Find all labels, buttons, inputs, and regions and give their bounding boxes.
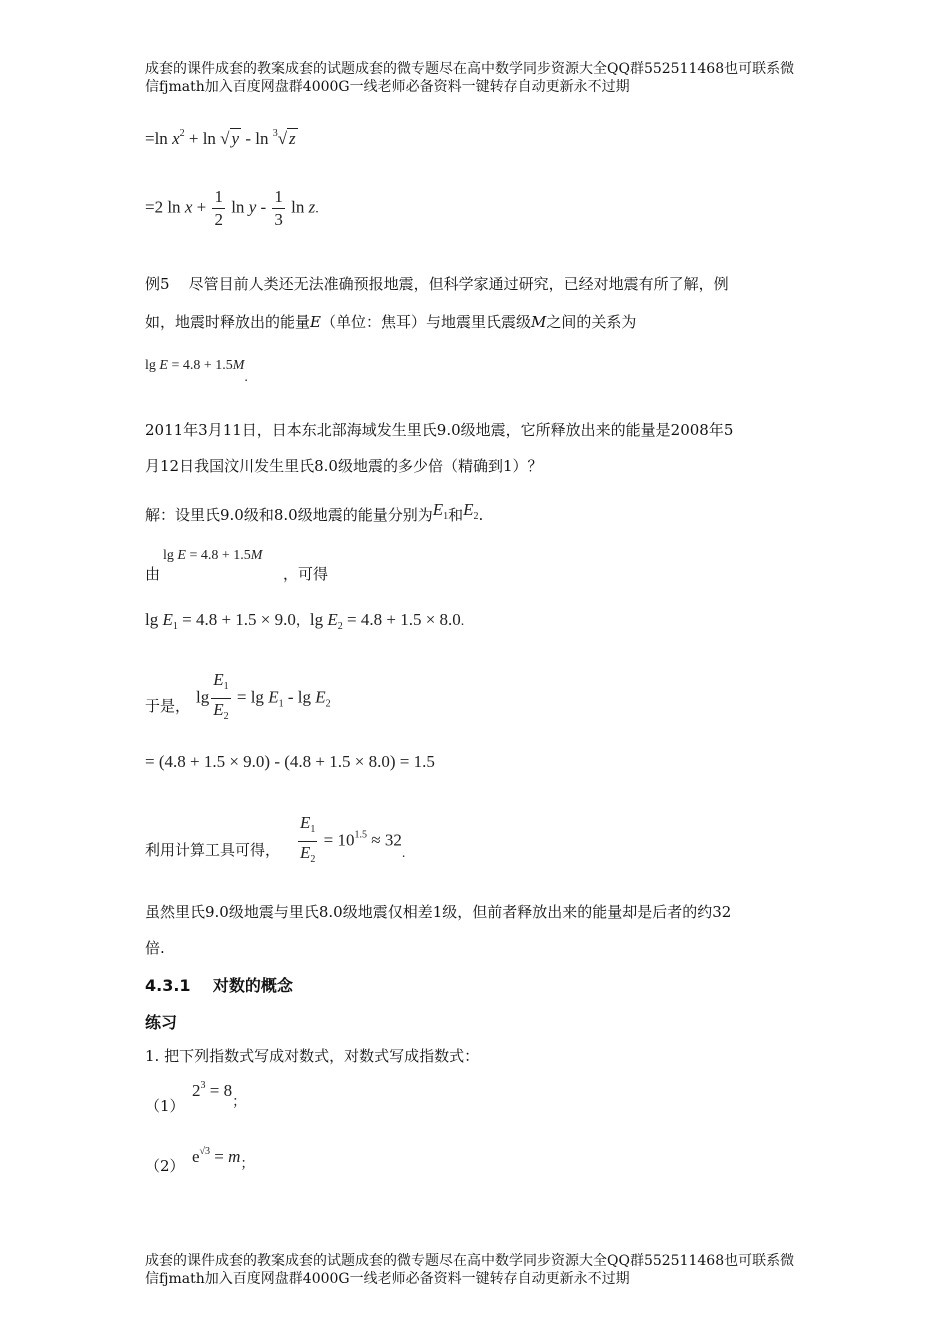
equation-3: lg E = 4.8 + 1.5M. [145,358,248,385]
item-2-formula: $e^{√3} = m_;$ [192,1146,255,1172]
section-heading: 4.3.1 对数的概念 [145,976,293,995]
header-line-1: 成套的课件成套的教案成套的试题成套的微专题尽在高中数学同步资源大全QQ群552511468也可联系微 [145,61,795,77]
page-header [145,60,810,96]
equation-6: = (4.8 + 1.5 × 9.0) - (4.8 + 1.5 × 8.0) = 1.5 [145,752,435,771]
equation-4: $\lg E_1 = 4.8 + 1.5 \times 9.0$，$\lg E_2 = 4.8 + 1.5 \times 8.0$. [145,610,465,632]
equation-2: =2 ln x + $\frac{1}{2}$ ln y - $\frac{1}{3}$ ln z. [145,187,319,229]
header-line-2: 信fjmath加入百度网盘群4000G一线老师必备资料一键转存自动更新永不过期 [145,79,630,95]
exercise-1: 1. 把下列指数式写成对数式，对数式写成指数式： [145,1047,480,1065]
page-footer [145,1252,810,1288]
footer-line-2: 信fjmath加入百度网盘群4000G一线老师必备资料一键转存自动更新永不过期 [145,1271,630,1287]
example-5-line-2: 如，地震时释放出的能量E（单位：焦耳）与地震里氏震级M之间的关系为 [145,313,637,331]
fraction-third: $\frac{1}{3}$ [274,187,283,229]
fraction-e1-e2: $\frac{E_1}{E_2}$ [213,670,229,722]
from-line-prefix: 由 [145,565,161,583]
equation-5: lg $\frac{E_1}{E_2}$ = $\lg E_1$ - $\lg E_2$ [196,669,331,728]
conclusion-line-2: 倍. [145,939,165,957]
equation-1: =ln $x^2 + \ln$ √ y - ln $^3$√ z [145,128,296,148]
question-line-2: 月12日我国汶川发生里氏8.0级地震的多少倍（精确到1）？ [145,457,543,475]
eq7-prefix: 利用计算工具可得， [145,841,281,859]
item-1-formula: $2^3 = 8_;$ [192,1080,247,1110]
example-5-line-1: 例5 尽管目前人类还无法准确预报地震，但科学家通过研究，已经对地震有所了解，例 [145,275,729,293]
from-line-formula: lg E = 4.8 + 1.5M [163,548,263,563]
from-line-suffix: ，可得 [283,565,329,583]
eq5-prefix: 于是， [145,697,191,715]
item-1-label: （1） [145,1097,185,1115]
practice-heading: 练习 [145,1013,178,1032]
conclusion-line-1: 虽然里氏9.0级地震与里氏8.0级地震仅相差1级，但前者释放出来的能量却是后者的约32 [145,903,732,921]
equation-7: $\frac{E_1}{E_2}$ = $10^{1.5} \approx 32_.$ [296,812,405,871]
fraction-half: $\frac{1}{2}$ [214,187,223,229]
footer-line-1: 成套的课件成套的教案成套的试题成套的微专题尽在高中数学同步资源大全QQ群552511468也可联系微 [145,1253,795,1269]
fraction-e1-e2-result: $\frac{E_1}{E_2}$ [300,813,316,865]
question-line-1: 2011年3月11日，日本东北部海域发生里氏9.0级地震，它所释放出来的能量是2008年5 [145,421,734,439]
item-2-label: （2） [145,1157,185,1175]
solution-intro: 解：设里氏9.0级和8.0级地震的能量分别为$E_1$和$E_2$. [145,500,484,524]
